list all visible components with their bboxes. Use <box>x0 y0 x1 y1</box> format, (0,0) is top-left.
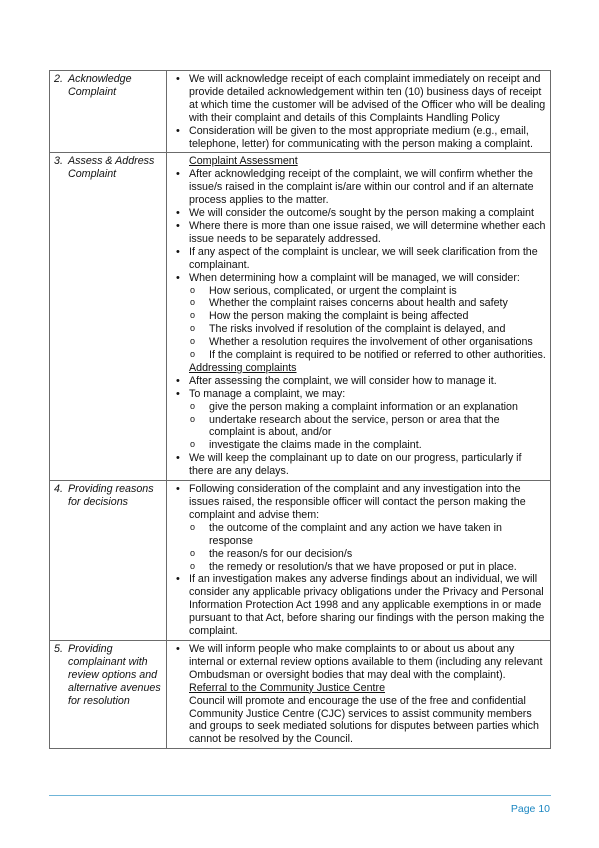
list-item: • We will consider the outcome/s sought by the person making a complaint <box>171 207 546 220</box>
sub-list-item: o the reason/s for our decision/s <box>171 548 546 561</box>
list-item: • We will inform people who make complaints to or about us about any internal or external review options available to them (including any relevant Ombudsman or oversight bodies that may deal with the complaint). <box>171 643 546 682</box>
sub-list-item: o If the complaint is required to be notified or referred to other authorities. <box>171 349 546 362</box>
list-item: • To manage a complaint, we may: <box>171 388 546 401</box>
sub-list-item: o undertake research about the service, person or area that the complaint is about, and/or <box>171 414 546 440</box>
step-content-cell <box>167 71 551 153</box>
list-item: • Consideration will be given to the most appropriate medium (e.g., email, telephone, letter) for communicating with the person making a complaint. <box>171 125 546 151</box>
step-label: Providing complainant with review options and alternative avenues for resolution <box>68 642 161 707</box>
step-label-cell <box>50 481 167 641</box>
step-number: 5. <box>54 642 63 655</box>
list-item: • After acknowledging receipt of the complaint, we will confirm whether the issue/s raised in the complaint is/are within our control and if an alternate process applies to the matter. <box>171 168 546 207</box>
step-number: 4. <box>54 483 63 496</box>
table-row <box>50 71 551 153</box>
sub-list-item: o The risks involved if resolution of the complaint is delayed, and <box>171 323 546 336</box>
list-item: • We will keep the complainant up to date on our progress, particularly if there are any delays. <box>171 452 546 478</box>
step-content-cell <box>167 481 551 641</box>
table-row <box>50 640 551 748</box>
list-item: • If any aspect of the complaint is unclear, we will seek clarification from the complainant. <box>171 246 546 272</box>
table-row <box>50 153 551 481</box>
paragraph: Council will promote and encourage the use of the free and confidential Community Justice Centre (CJC) services to assist community members and groups to seek mediated solutions for disputes between parties which cannot be resolved by the Council. <box>189 694 539 746</box>
step-label-cell <box>50 153 167 481</box>
sub-list-item: o investigate the claims made in the complaint. <box>171 439 546 452</box>
step-number: 3. <box>54 155 63 168</box>
footer-divider <box>49 795 551 796</box>
section-heading: Complaint Assessment <box>189 155 298 168</box>
sub-list-item: o the outcome of the complaint and any action we have taken in response <box>171 522 546 548</box>
step-label-cell <box>50 71 167 153</box>
list-item: • If an investigation makes any adverse findings about an individual, we will consider any applicable privacy obligations under the Privacy and Personal Information Protection Act 1998 and any applicable exemptions in or made pursuant to that Act, before sharing our findings with the person making the complaint. <box>171 573 546 638</box>
sub-list-item: o Whether the complaint raises concerns about health and safety <box>171 297 546 310</box>
sub-list-item: o Whether a resolution requires the involvement of other organisations <box>171 336 546 349</box>
table-row <box>50 481 551 641</box>
step-content-cell <box>167 640 551 748</box>
section-heading: Addressing complaints <box>189 361 297 374</box>
step-number: 2. <box>54 73 63 85</box>
list-item: • Following consideration of the complaint and any investigation into the issues raised, the responsible officer will contact the person making the complaint and advise them: <box>171 483 546 522</box>
sub-list-item: o How the person making the complaint is being affected <box>171 310 546 323</box>
section-heading: Referral to the Community Justice Centre <box>189 681 386 694</box>
step-content-cell <box>167 153 551 481</box>
list-item: • After assessing the complaint, we will consider how to manage it. <box>171 375 546 388</box>
list-item: • We will acknowledge receipt of each complaint immediately on receipt and provide detailed acknowledgement within ten (10) business days of receipt at which time the customer will be advised of the Officer who will be dealing with their complaint and details of this Complaints Handling Policy <box>171 73 546 125</box>
page-number: Page 10 <box>510 803 550 815</box>
procedure-table <box>49 70 551 749</box>
step-label: Acknowledge Complaint <box>68 73 132 98</box>
sub-list-item: o the remedy or resolution/s that we have proposed or put in place. <box>171 561 546 574</box>
step-label: Assess & Address Complaint <box>68 155 155 181</box>
list-item: • Where there is more than one issue raised, we will determine whether each issue needs to be separately addressed. <box>171 220 546 246</box>
sub-list-item: o give the person making a complaint information or an explanation <box>171 401 546 414</box>
step-label: Providing reasons for decisions <box>68 483 154 508</box>
step-label-cell <box>50 640 167 748</box>
list-item: • When determining how a complaint will be managed, we will consider: <box>171 272 546 285</box>
sub-list-item: o How serious, complicated, or urgent the complaint is <box>171 285 546 298</box>
